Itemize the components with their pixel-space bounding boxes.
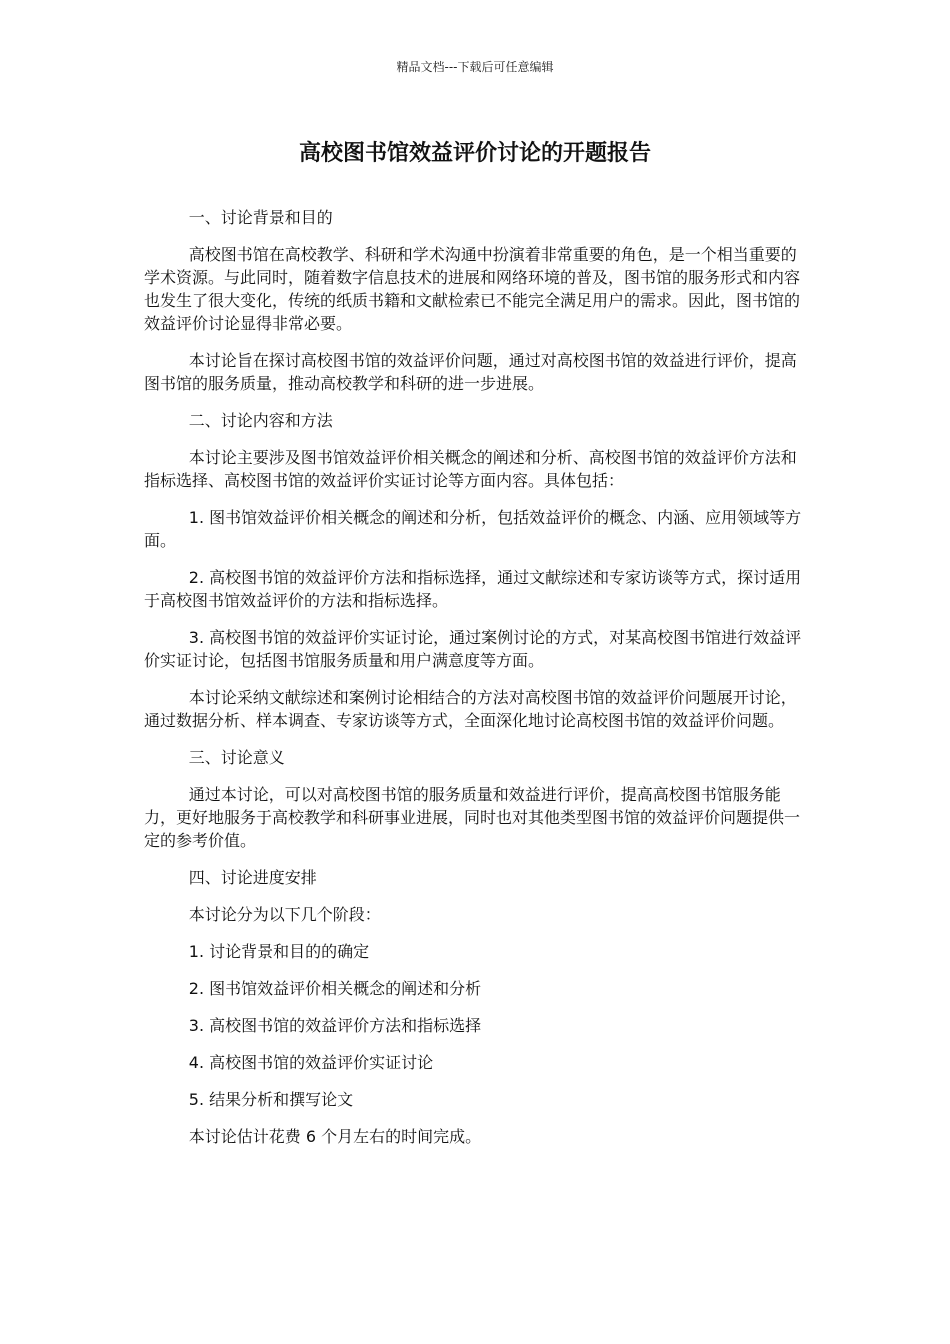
section-heading-schedule: 四、讨论进度安排: [188, 868, 317, 887]
list-item-content-2: 2. 高校图书馆的效益评价方法和指标选择，通过文献综述和专家访谈等方式，探讨适用于高校图书馆效益评价的方法和指标选择。: [144, 568, 802, 610]
paragraph-duration: 本讨论估计花费 6 个月左右的时间完成。: [188, 1127, 482, 1146]
paragraph-purpose: 本讨论旨在探讨高校图书馆的效益评价问题，通过对高校图书馆的效益进行评价，提高图书馆的服务质量，推动高校教学和科研的进一步进展。: [144, 351, 797, 393]
section-heading-content-method: 二、讨论内容和方法: [188, 411, 333, 430]
list-item-stage-3: 3. 高校图书馆的效益评价方法和指标选择: [188, 1016, 482, 1035]
list-item-content-1: 1. 图书馆效益评价相关概念的阐述和分析，包括效益评价的概念、内涵、应用领域等方面。: [144, 508, 802, 550]
section-heading-significance: 三、讨论意义: [188, 748, 285, 767]
paragraph-method: 本讨论采纳文献综述和案例讨论相结合的方法对高校图书馆的效益评价问题展开讨论，通过数据分析、样本调查、专家访谈等方式，全面深化地讨论高校图书馆的效益评价问题。: [144, 688, 797, 730]
paragraph-significance: 通过本讨论，可以对高校图书馆的服务质量和效益进行评价，提高高校图书馆服务能力，更好地服务于高校教学和科研事业进展，同时也对其他类型图书馆的效益评价问题提供一定的参考价值。: [144, 785, 801, 850]
list-item-stage-2: 2. 图书馆效益评价相关概念的阐述和分析: [188, 979, 482, 998]
list-item-stage-1: 1. 讨论背景和目的的确定: [188, 942, 370, 961]
list-item-stage-5: 5. 结果分析和撰写论文: [188, 1090, 354, 1109]
document-title: 高校图书馆效益评价讨论的开题报告: [298, 141, 651, 166]
list-item-content-3: 3. 高校图书馆的效益评价实证讨论，通过案例讨论的方式，对某高校图书馆进行效益评价实证讨论，包括图书馆服务质量和用户满意度等方面。: [144, 628, 802, 670]
header-note: 精品文档---下载后可任意编辑: [396, 60, 554, 74]
list-item-stage-4: 4. 高校图书馆的效益评价实证讨论: [188, 1053, 434, 1072]
paragraph-schedule-intro: 本讨论分为以下几个阶段：: [188, 905, 381, 924]
paragraph-content-intro: 本讨论主要涉及图书馆效益评价相关概念的阐述和分析、高校图书馆的效益评价方法和指标选择、高校图书馆的效益评价实证讨论等方面内容。具体包括：: [144, 448, 797, 490]
paragraph-background: 高校图书馆在高校教学、科研和学术沟通中扮演着非常重要的角色，是一个相当重要的学术资源。与此同时，随着数字信息技术的进展和网络环境的普及，图书馆的服务形式和内容也发生了很大变化，传统的纸质书籍和文献检索已不能完全满足用户的需求。因此，图书馆的效益评价讨论显得非常必要。: [144, 245, 801, 333]
section-heading-background: 一、讨论背景和目的: [188, 208, 333, 227]
document-body: [144, 206, 810, 1162]
